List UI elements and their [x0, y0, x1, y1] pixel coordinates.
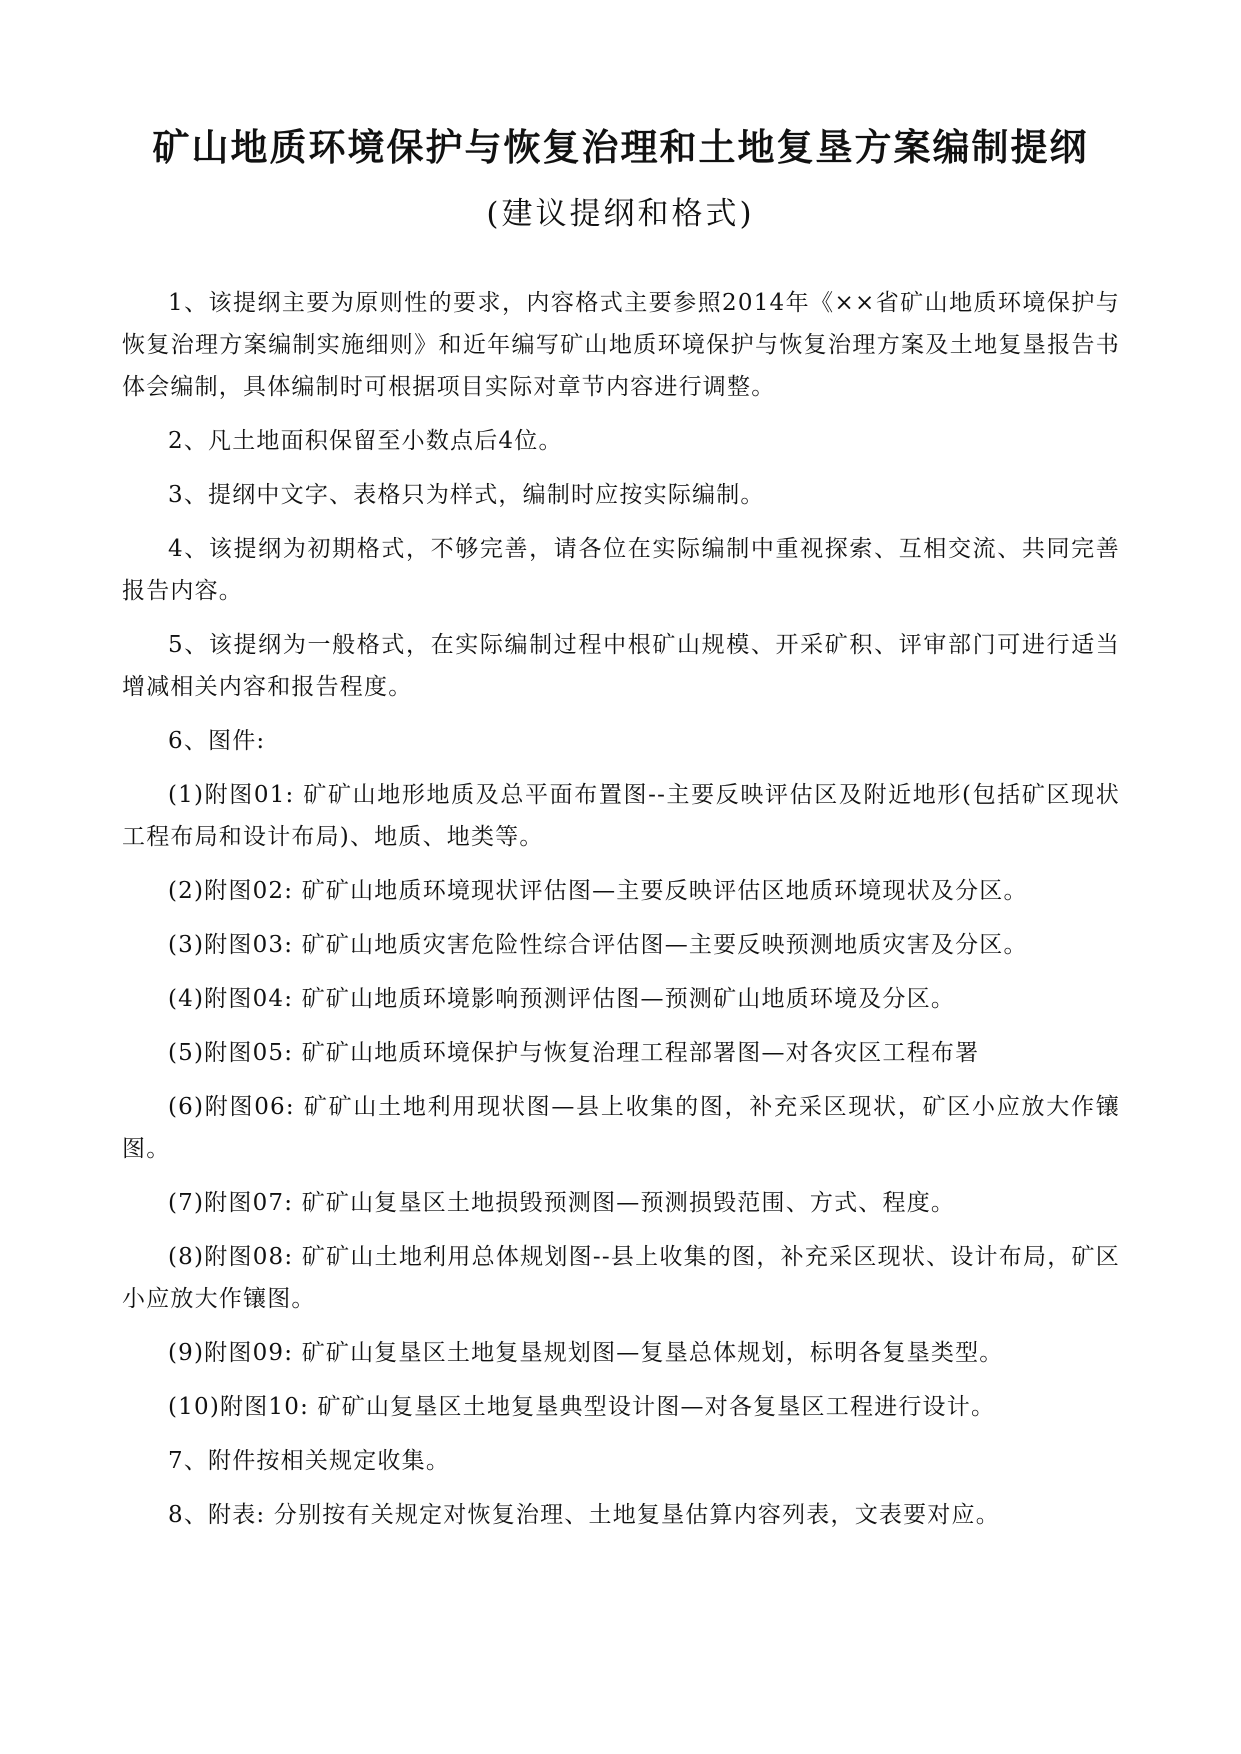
figure-item-10: (10)附图10: 矿矿山复垦区土地复垦典型设计图—对各复垦区工程进行设计。: [168, 1394, 996, 1420]
figure-item-7: (7)附图07: 矿矿山复垦区土地损毁预测图—预测损毁范围、方式、程度。: [168, 1190, 956, 1216]
document-title: 矿山地质环境保护与恢复治理和土地复垦方案编制提纲: [152, 125, 1089, 169]
paragraph-1: 1、该提纲主要为原则性的要求，内容格式主要参照2014年《××省矿山地质环境保护与恢复治理方案编制实施细则》和近年编写矿山地质环境保护与恢复治理方案及土地复垦报告书体会编制，具体编制时可根据项目实际对章节内容进行调整。: [122, 290, 1120, 400]
paragraph-7: 7、附件按相关规定收集。: [168, 1448, 451, 1474]
paragraph-8: 8、附表: 分别按有关规定对恢复治理、土地复垦估算内容列表，文表要对应。: [168, 1502, 1000, 1528]
figure-item-9: (9)附图09: 矿矿山复垦区土地复垦规划图—复垦总体规划，标明各复垦类型。: [168, 1340, 1004, 1366]
document-subtitle: (建议提纲和格式): [486, 196, 755, 232]
figure-item-1: (1)附图01: 矿矿山地形地质及总平面布置图--主要反映评估区及附近地形(包括矿区现状工程布局和设计布局)、地质、地类等。: [122, 782, 1120, 850]
figure-item-5: (5)附图05: 矿矿山地质环境保护与恢复治理工程部署图—对各灾区工程布署: [168, 1040, 980, 1066]
paragraph-3: 3、提纲中文字、表格只为样式，编制时应按实际编制。: [168, 482, 765, 508]
document-body: [122, 282, 1120, 1548]
paragraph-2: 2、凡土地面积保留至小数点后4位。: [168, 428, 563, 454]
figure-item-8: (8)附图08: 矿矿山土地利用总体规划图--县上收集的图，补充采区现状、设计布局，矿区小应放大作镶图。: [122, 1244, 1120, 1312]
paragraph-6: 6、图件:: [168, 728, 266, 754]
paragraph-4: 4、该提纲为初期格式，不够完善，请各位在实际编制中重视探索、互相交流、共同完善报告内容。: [122, 536, 1120, 604]
figure-item-4: (4)附图04: 矿矿山地质环境影响预测评估图—预测矿山地质环境及分区。: [168, 986, 956, 1012]
figure-item-6: (6)附图06: 矿矿山土地利用现状图—县上收集的图，补充采区现状，矿区小应放大作镶图。: [122, 1094, 1120, 1162]
figure-item-2: (2)附图02: 矿矿山地质环境现状评估图—主要反映评估区地质环境现状及分区。: [168, 878, 1028, 904]
paragraph-5: 5、该提纲为一般格式，在实际编制过程中根矿山规模、开采矿积、评审部门可进行适当增减相关内容和报告程度。: [122, 632, 1120, 700]
figure-item-3: (3)附图03: 矿矿山地质灾害危险性综合评估图—主要反映预测地质灾害及分区。: [168, 932, 1028, 958]
